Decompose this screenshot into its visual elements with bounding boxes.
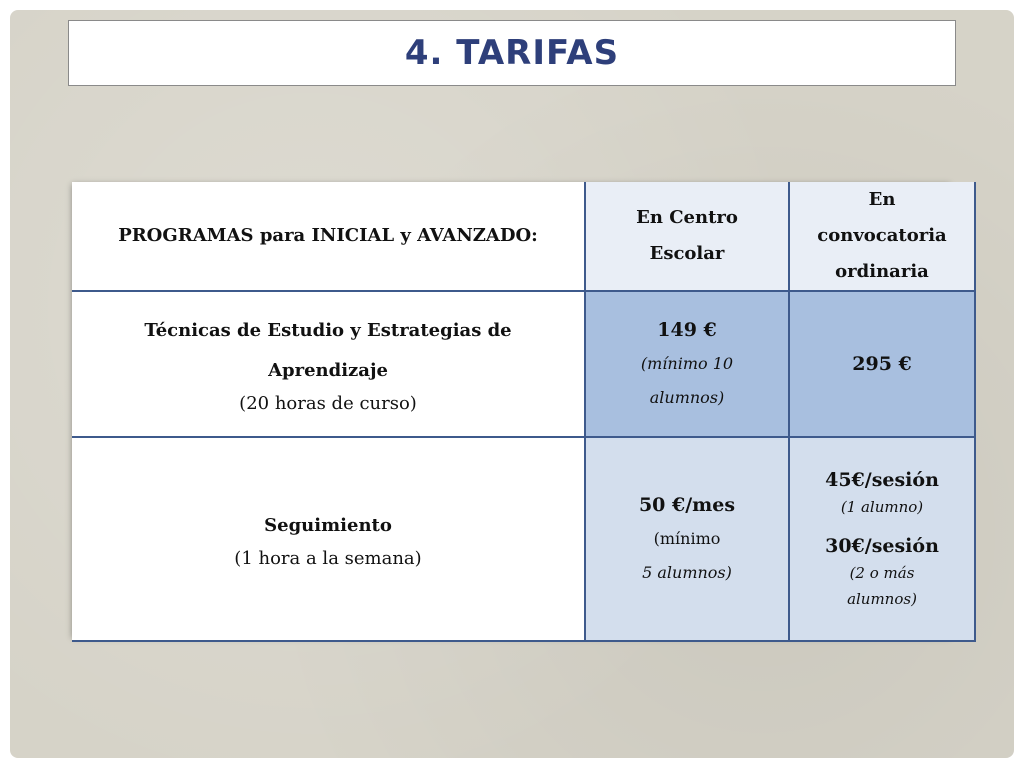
table-header-row (72, 182, 975, 291)
conv-price-cell-seguimiento (789, 437, 975, 641)
centro-note-line1: (mínimo (653, 529, 721, 548)
conv-price-1: 45€/sesión (825, 469, 939, 491)
centro-note-line2: alumnos) (649, 388, 725, 407)
table-row (72, 437, 975, 641)
centro-price-cell-tecnicas (585, 291, 789, 437)
program-cell-tecnicas (72, 291, 585, 437)
conv-price-cell-tecnicas (789, 291, 975, 437)
conv-note-2-line1: (2 o más (849, 564, 915, 582)
tariff-table (72, 182, 976, 642)
centro-note-line1: (mínimo 10 (640, 354, 734, 373)
program-title-line2: Aprendizaje (268, 360, 388, 381)
program-title-line1: Técnicas de Estudio y Estrategias de (144, 320, 512, 341)
centro-note-line2: 5 alumnos) (642, 563, 732, 582)
centro-price-cell-seguimiento (585, 437, 789, 641)
header-conv-line1: En (868, 189, 896, 210)
conv-note-2-line2: alumnos) (847, 590, 917, 608)
header-centro-cell (585, 182, 789, 291)
centro-price: 50 €/mes (638, 494, 736, 516)
header-convocatoria-cell (789, 182, 975, 291)
program-title: Seguimiento (264, 515, 392, 536)
centro-price: 149 € (657, 319, 717, 341)
page-title: 4. TARIFAS (404, 33, 620, 73)
program-cell-seguimiento (72, 437, 585, 641)
header-centro-line1: En Centro (636, 207, 738, 228)
header-conv-line3: ordinaria (835, 261, 929, 282)
header-programs-cell (72, 182, 585, 291)
header-centro-line2: Escolar (649, 243, 725, 264)
program-note: (20 horas de curso) (239, 393, 417, 414)
header-conv-line2: convocatoria (817, 225, 947, 246)
spacer (796, 520, 968, 532)
conv-price: 295 € (852, 353, 912, 375)
header-programs: PROGRAMAS para INICIAL y AVANZADO: (118, 225, 538, 246)
title-box (68, 20, 956, 86)
conv-note-1: (1 alumno) (840, 498, 924, 516)
program-note: (1 hora a la semana) (234, 548, 422, 569)
tariff-table-container (72, 182, 950, 636)
conv-price-2: 30€/sesión (825, 535, 939, 557)
table-row (72, 291, 975, 437)
